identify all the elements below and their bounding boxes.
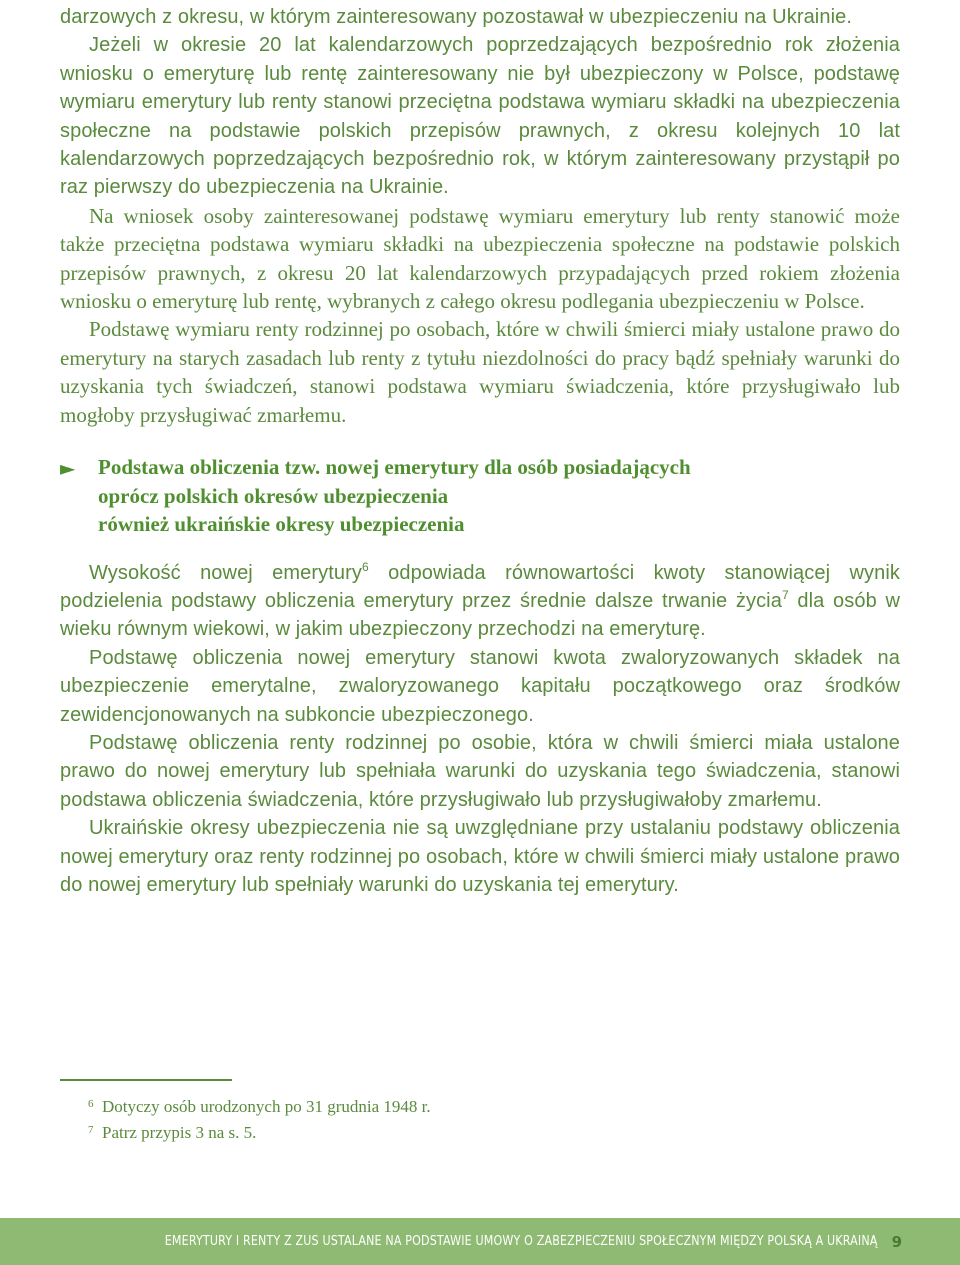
section-heading-line-3: również ukraińskie okresy ubezpieczenia: [98, 512, 465, 537]
footnote-ref-6[interactable]: 6: [362, 559, 369, 574]
paragraph-20-year-rule: Jeżeli w okresie 20 lat kalendarzowych poprzedzających bezpośrednio rok złożenia wniosku o emeryturę lub rentę zainteresowany nie był ubezpieczony w Polsce, podstawę wymiaru emerytury lub renty stanowi przeciętna podstawa wymiaru składki na ubezpieczenia społeczne na podstawie polskich przepisów prawnych, z okresu kolejnych 10 lat kalendarzowych poprzedzających bezpośrednio rok, w którym zainteresowany przystąpił po raz pierwszy do ubezpieczenia na Ukrainie.: [60, 34, 900, 199]
footnote-divider: [60, 1079, 232, 1081]
footnote-7: 7 Patrz przypis 3 na s. 5.: [88, 1122, 257, 1142]
paragraph-continued: darzowych z okresu, w którym zainteresowany pozostawał w ubezpieczeniu na Ukrainie.: [60, 6, 852, 28]
paragraph-new-pension-amount: Wysokość nowej emerytury$^6$ odpowiada równowartości kwoty stanowiącej wynik podzielenia podstawy obliczenia emerytury przez średnie dalsze trwanie życia$^7$ dla osób w wieku równym wiekowi, w jakim ubezpieczony przechodzi na emeryturę.: [60, 559, 900, 641]
document-body: [60, 3, 900, 899]
footnotes: [88, 1093, 431, 1144]
paragraph-survivor-pension-base: Podstawę wymiaru renty rodzinnej po osobach, które w chwili śmierci miały ustalone prawo do emerytury na starych zasadach lub renty z tytułu niezdolności do pracy bądź spełniały warunki do uzyskania tych świadczeń, stanowi podstawa wymiaru świadczenia, które przysługiwało lub mogłoby przysługiwać zmarłemu.: [60, 317, 900, 427]
paragraph-ukrainian-periods: Ukraińskie okresy ubezpieczenia nie są uwzględniane przy ustalaniu podstawy obliczenia nowej emerytury oraz renty rodzinnej po osobach, które w chwili śmierci miały ustalone prawo do nowej emerytury lub spełniały warunki do uzyskania tej emerytury.: [60, 817, 900, 897]
footnote-ref-7[interactable]: 7: [781, 588, 789, 602]
section-heading: [60, 453, 900, 539]
section-heading-line-2: oprócz polskich okresów ubezpieczenia: [98, 483, 449, 508]
footer-title: EMERYTURY I RENTY Z ZUS USTALANE NA PODSTAWIE UMOWY O ZABEZPIECZENIU SPOŁECZNYM MIĘDZY POLSKĄ A UKRAINĄ: [164, 1234, 878, 1249]
paragraph-on-request: Na wniosek osoby zainteresowanej podstawę wymiaru emerytury lub renty stanowić może także przeciętna podstawa wymiaru składki na ubezpieczenia społeczne na podstawie polskich przepisów prawnych, z okresu 20 lat kalendarzowych przypadających przed rokiem złożenia wniosku o emeryturę lub rentę, wybranych z całego okresu podlegania ubezpieczeniu w Polsce.: [60, 203, 900, 314]
paragraph-survivor-new-pension: Podstawę obliczenia renty rodzinnej po osobie, która w chwili śmierci miała ustalone prawo do nowej emerytury lub spełniała warunki do uzyskania tego świadczenia, stanowi podstawa obliczenia świadczenia, które przysługiwało lub przysługiwałoby zmarłemu.: [60, 732, 900, 811]
arrow-bullet-icon: ►: [60, 456, 76, 481]
paragraph-new-pension-base: Podstawę obliczenia nowej emerytury stanowi kwota zwaloryzowanych składek na ubezpieczenie emerytalne, zwaloryzowanego kapitału początkowego oraz środków zewidencjonowanych na subkoncie ubezpieczonego.: [60, 646, 900, 726]
page-number: 9: [891, 1232, 902, 1251]
page-footer: [0, 1218, 960, 1265]
footnote-6: 6 Dotyczy osób urodzonych po 31 grudnia 1948 r.: [88, 1097, 431, 1116]
section-heading-line-1: Podstawa obliczenia tzw. nowej emerytury dla osób posiadających: [98, 455, 691, 480]
